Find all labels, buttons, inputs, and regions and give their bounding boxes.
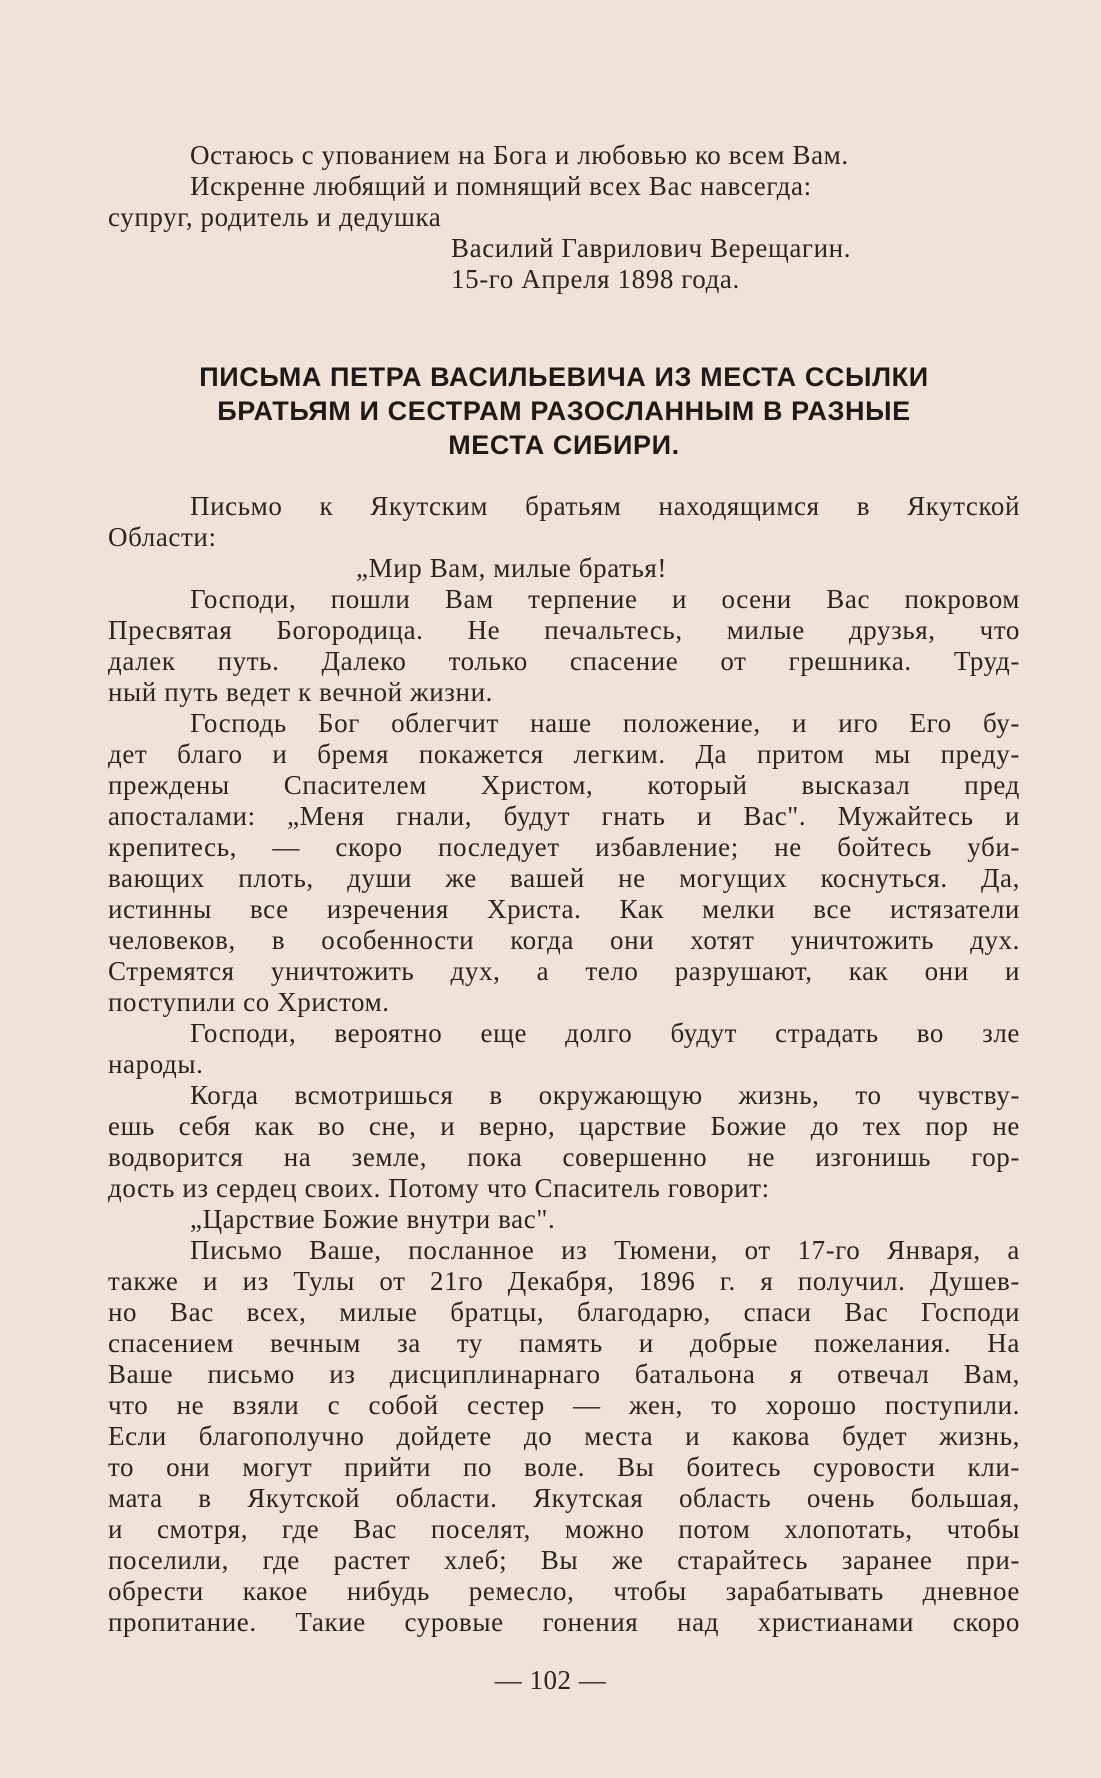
body-line: также и из Тулы от 21го Декабря, 1896 г. я получил. Душев- (108, 1266, 1020, 1296)
body-line: Если благополучно дойдете до места и какова будет жизнь, (108, 1421, 1020, 1451)
body-line: Области: (108, 522, 217, 552)
body-line: Письмо к Якутским братьям находящимся в Якутской (190, 491, 1020, 521)
body-line: народы. (108, 1049, 204, 1079)
body-line: далек путь. Далеко только спасение от грешника. Труд- (108, 646, 1020, 676)
body-line: Письмо Ваше, посланное из Тюмени, от 17-го Января, а (190, 1235, 1020, 1265)
body-line: Господи, вероятно еще долго будут страдать во зле (190, 1018, 1020, 1048)
body-line: преждены Спасителем Христом, который высказал пред (108, 770, 1020, 800)
body-line: но Вас всех, милые братцы, благодарю, спаси Вас Господи (108, 1297, 1020, 1327)
body-line: и смотря, где Вас поселят, можно потом хлопотать, чтобы (108, 1514, 1020, 1544)
body-line: Стремятся уничтожить дух, а тело разрушают, как они и (108, 956, 1020, 986)
body-line: то они могут прийти по воле. Вы боитесь суровости кли- (108, 1452, 1020, 1482)
body-line: человеков, в особенности когда они хотят уничтожить дух. (108, 925, 1020, 955)
body-line: „Царствие Божие внутри вас". (190, 1204, 556, 1234)
body-line: мата в Якутской области. Якутская область очень большая, (108, 1483, 1020, 1513)
body-line: спасением вечным за ту память и добрые пожелания. На (108, 1328, 1020, 1358)
body-line: Пресвятая Богородица. Не печальтесь, милые друзья, что (108, 615, 1020, 645)
body-line: апосталами: „Меня гнали, будут гнать и Вас". Мужайтесь и (108, 801, 1020, 831)
heading-line: БРАТЬЯМ И СЕСТРАМ РАЗОСЛАННЫМ В РАЗНЫЕ (217, 396, 911, 426)
body-line: дость из сердец своих. Потому что Спаситель говорит: (108, 1173, 770, 1203)
heading-line: МЕСТА СИБИРИ. (448, 430, 680, 460)
body-line: водворится на земле, пока совершенно не изгонишь гор- (108, 1142, 1020, 1172)
body-line: обрести какое нибудь ремесло, чтобы зарабатывать дневное (108, 1576, 1020, 1606)
closing-line: Искренне любящий и помнящий всех Вас навсегда: (190, 171, 812, 201)
body-line: Когда всмотришься в окружающую жизнь, то чувству- (190, 1080, 1020, 1110)
closing-line: Остаюсь с упованием на Бога и любовью ко всем Вам. (190, 140, 849, 170)
body-line: ешь себя как во сне, и верно, царствие Божие до тех пор не (108, 1111, 1020, 1141)
body-line: поступили со Христом. (108, 987, 390, 1017)
body-line: „Мир Вам, милые братья! (356, 553, 667, 583)
letter-closing (108, 140, 1020, 295)
body-line: Господь Бог облегчит наше положение, и иго Его бу- (190, 708, 1020, 738)
signature-date: 15-го Апреля 1898 года. (451, 264, 740, 294)
body-line: ный путь ведет к вечной жизни. (108, 677, 494, 707)
body-line: Господи, пошли Вам терпение и осени Вас покровом (190, 584, 1020, 614)
heading-line: ПИСЬМА ПЕТРА ВАСИЛЬЕВИЧА ИЗ МЕСТА ССЫЛКИ (199, 362, 929, 392)
body-line: истинны все изречения Христа. Как мелки все истязатели (108, 894, 1020, 924)
closing-line: супруг, родитель и дедушка (108, 202, 442, 232)
body-line: что не взяли с собой сестер — жен, то хорошо поступили. (108, 1390, 1020, 1420)
body-line: вающих плоть, души же вашей не могущих коснуться. Да, (108, 863, 1020, 893)
body-line: крепитесь, — скоро последует избавление; не бойтесь уби- (108, 832, 1020, 862)
page-number: — 102 — (494, 1665, 607, 1695)
body-line: пропитание. Такие суровые гонения над христианами скоро (108, 1607, 1020, 1637)
section-heading (108, 360, 1020, 462)
letter-body (108, 491, 1020, 1638)
body-line: поселили, где растет хлеб; Вы же старайтесь заранее при- (108, 1545, 1020, 1575)
body-line: Ваше письмо из дисциплинарнаго батальона я отвечал Вам, (108, 1359, 1020, 1389)
body-line: дет благо и бремя покажется легким. Да притом мы преду- (108, 739, 1020, 769)
signature-name: Василий Гаврилович Верещагин. (451, 233, 852, 263)
